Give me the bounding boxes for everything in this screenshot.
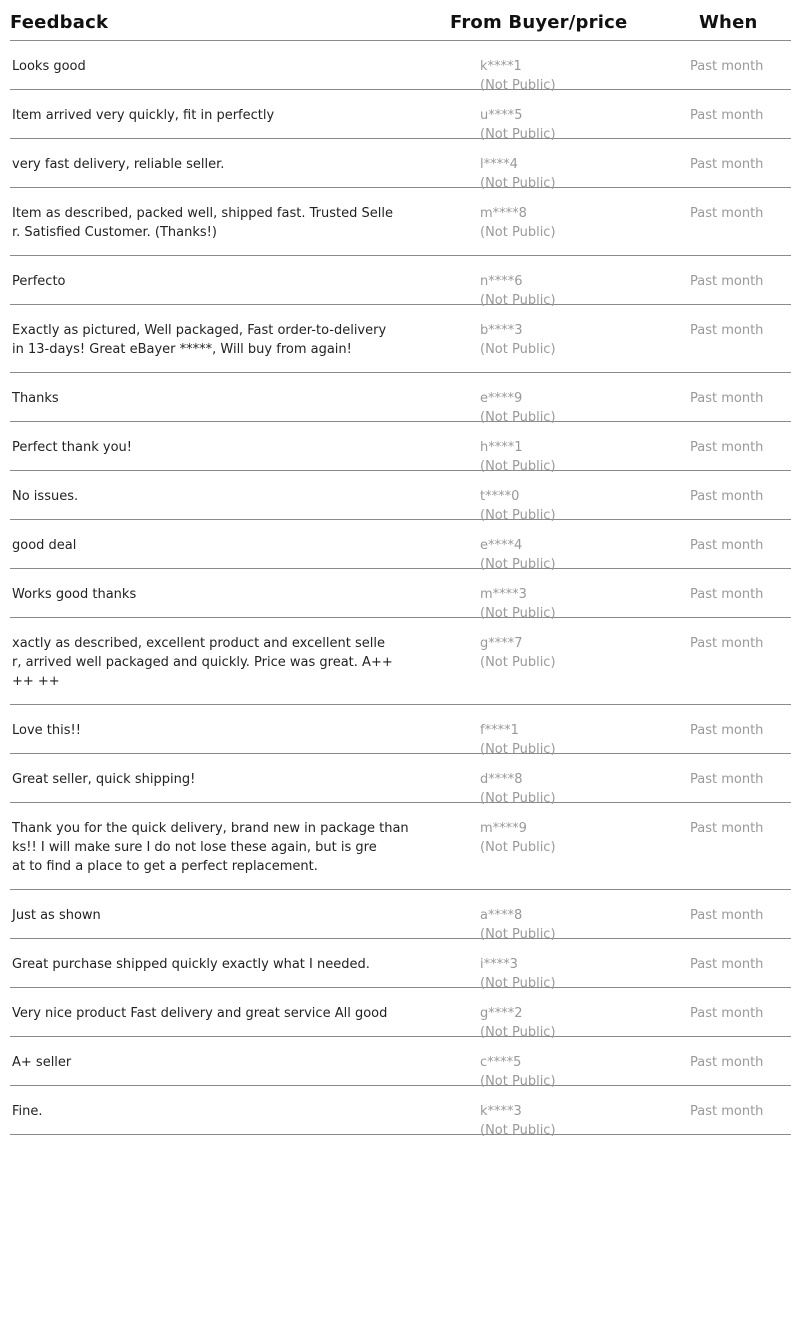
when-text: Past month	[690, 636, 764, 651]
feedback-text: Item arrived very quickly, fit in perfectly	[12, 108, 275, 123]
buyer-id: e****9	[480, 391, 523, 406]
when-text: Past month	[690, 1104, 764, 1119]
buyer-visibility: (Not Public)	[480, 1123, 556, 1138]
table-row	[10, 705, 791, 757]
buyer-visibility: (Not Public)	[480, 606, 556, 621]
buyer-id: m****9	[480, 821, 527, 836]
buyer-visibility: (Not Public)	[480, 840, 556, 855]
table-row	[10, 754, 791, 806]
buyer-id: g****2	[480, 1006, 523, 1021]
when-text: Past month	[690, 538, 764, 553]
buyer-id: m****3	[480, 587, 527, 602]
buyer-visibility: (Not Public)	[480, 225, 556, 240]
buyer-visibility: (Not Public)	[480, 410, 556, 425]
table-row	[10, 422, 791, 474]
feedback-text: Item as described, packed well, shipped fast. Trusted Selle r. Satisfied Customer. (Thanks!)	[12, 206, 393, 240]
when-text: Past month	[690, 206, 764, 221]
table-row	[10, 373, 791, 425]
when-text: Past month	[690, 323, 764, 338]
feedback-text: Works good thanks	[12, 587, 137, 602]
when-text: Past month	[690, 957, 764, 972]
when-text: Past month	[690, 772, 764, 787]
when-text: Past month	[690, 59, 764, 74]
buyer-visibility: (Not Public)	[480, 927, 556, 942]
buyer-visibility: (Not Public)	[480, 78, 556, 93]
table-row	[10, 139, 791, 191]
buyer-visibility: (Not Public)	[480, 742, 556, 757]
buyer-id: k****1	[480, 59, 522, 74]
when-text: Past month	[690, 1055, 764, 1070]
buyer-id: e****4	[480, 538, 523, 553]
when-text: Past month	[690, 391, 764, 406]
table-row	[10, 988, 791, 1040]
feedback-text: Perfect thank you!	[12, 440, 132, 455]
buyer-visibility: (Not Public)	[480, 1074, 556, 1089]
buyer-visibility: (Not Public)	[480, 557, 556, 572]
buyer-id: f****1	[480, 723, 519, 738]
table-header	[10, 0, 791, 41]
buyer-id: k****3	[480, 1104, 522, 1119]
buyer-id: n****6	[480, 274, 523, 289]
table-row	[10, 569, 791, 621]
feedback-text: Looks good	[12, 59, 86, 74]
buyer-id: m****8	[480, 206, 527, 221]
feedback-text: Great purchase shipped quickly exactly what I needed.	[12, 957, 370, 972]
table-row	[10, 939, 791, 991]
buyer-id: g****7	[480, 636, 523, 651]
feedback-text: very fast delivery, reliable seller.	[12, 157, 225, 172]
buyer-cell	[480, 634, 556, 672]
buyer-id: c****5	[480, 1055, 522, 1070]
buyer-id: i****3	[480, 957, 518, 972]
buyer-cell	[480, 204, 556, 242]
buyer-id: d****8	[480, 772, 523, 787]
feedback-text: Perfecto	[12, 274, 66, 289]
buyer-visibility: (Not Public)	[480, 459, 556, 474]
feedback-text: Love this!!	[12, 723, 81, 738]
buyer-id: h****1	[480, 440, 523, 455]
column-header-from-buyer-price: From Buyer/price	[450, 12, 628, 33]
table-row	[10, 1037, 791, 1089]
feedback-text: good deal	[12, 538, 77, 553]
feedback-text: Great seller, quick shipping!	[12, 772, 196, 787]
table-row	[10, 1086, 791, 1138]
table-row	[10, 90, 791, 142]
table-row	[10, 305, 791, 373]
when-text: Past month	[690, 157, 764, 172]
buyer-id: b****3	[480, 323, 523, 338]
when-text: Past month	[690, 1006, 764, 1021]
feedback-text: Very nice product Fast delivery and great service All good	[12, 1006, 388, 1021]
feedback-text: Thank you for the quick delivery, brand new in package than ks!! I will make sure I do not lose these again, but is gre at to find a place to get a perfect replacement.	[12, 821, 409, 874]
buyer-id: t****0	[480, 489, 520, 504]
feedback-text: Thanks	[12, 391, 59, 406]
when-text: Past month	[690, 440, 764, 455]
buyer-id: a****8	[480, 908, 523, 923]
feedback-text: Just as shown	[12, 908, 101, 923]
buyer-visibility: (Not Public)	[480, 1025, 556, 1040]
when-text: Past month	[690, 489, 764, 504]
buyer-cell	[480, 1102, 556, 1140]
buyer-id: l****4	[480, 157, 518, 172]
table-row	[10, 803, 791, 890]
buyer-cell	[480, 321, 556, 359]
buyer-visibility: (Not Public)	[480, 176, 556, 191]
table-row	[10, 256, 791, 308]
when-text: Past month	[690, 908, 764, 923]
feedback-text: xactly as described, excellent product and excellent selle r, arrived well packaged and quickly. Price was great. A++ ++ ++	[12, 636, 393, 689]
buyer-visibility: (Not Public)	[480, 508, 556, 523]
buyer-id: u****5	[480, 108, 523, 123]
when-text: Past month	[690, 587, 764, 602]
buyer-cell	[480, 819, 556, 857]
table-row	[10, 520, 791, 572]
column-header-feedback: Feedback	[10, 12, 109, 33]
table-row	[10, 471, 791, 523]
when-text: Past month	[690, 274, 764, 289]
buyer-visibility: (Not Public)	[480, 293, 556, 308]
when-text: Past month	[690, 821, 764, 836]
feedback-table	[10, 0, 791, 1138]
buyer-visibility: (Not Public)	[480, 791, 556, 806]
buyer-visibility: (Not Public)	[480, 976, 556, 991]
column-header-when: When	[699, 12, 758, 33]
table-row	[10, 890, 791, 942]
feedback-text: No issues.	[12, 489, 79, 504]
table-row	[10, 41, 791, 93]
buyer-visibility: (Not Public)	[480, 342, 556, 357]
feedback-text: A+ seller	[12, 1055, 72, 1070]
feedback-text: Fine.	[12, 1104, 43, 1119]
when-text: Past month	[690, 723, 764, 738]
feedback-text: Exactly as pictured, Well packaged, Fast order-to-delivery in 13-days! Great eBayer *****, Will buy from again!	[12, 323, 387, 357]
table-row	[10, 188, 791, 256]
table-row	[10, 618, 791, 705]
when-text: Past month	[690, 108, 764, 123]
buyer-visibility: (Not Public)	[480, 127, 556, 142]
buyer-visibility: (Not Public)	[480, 655, 556, 670]
